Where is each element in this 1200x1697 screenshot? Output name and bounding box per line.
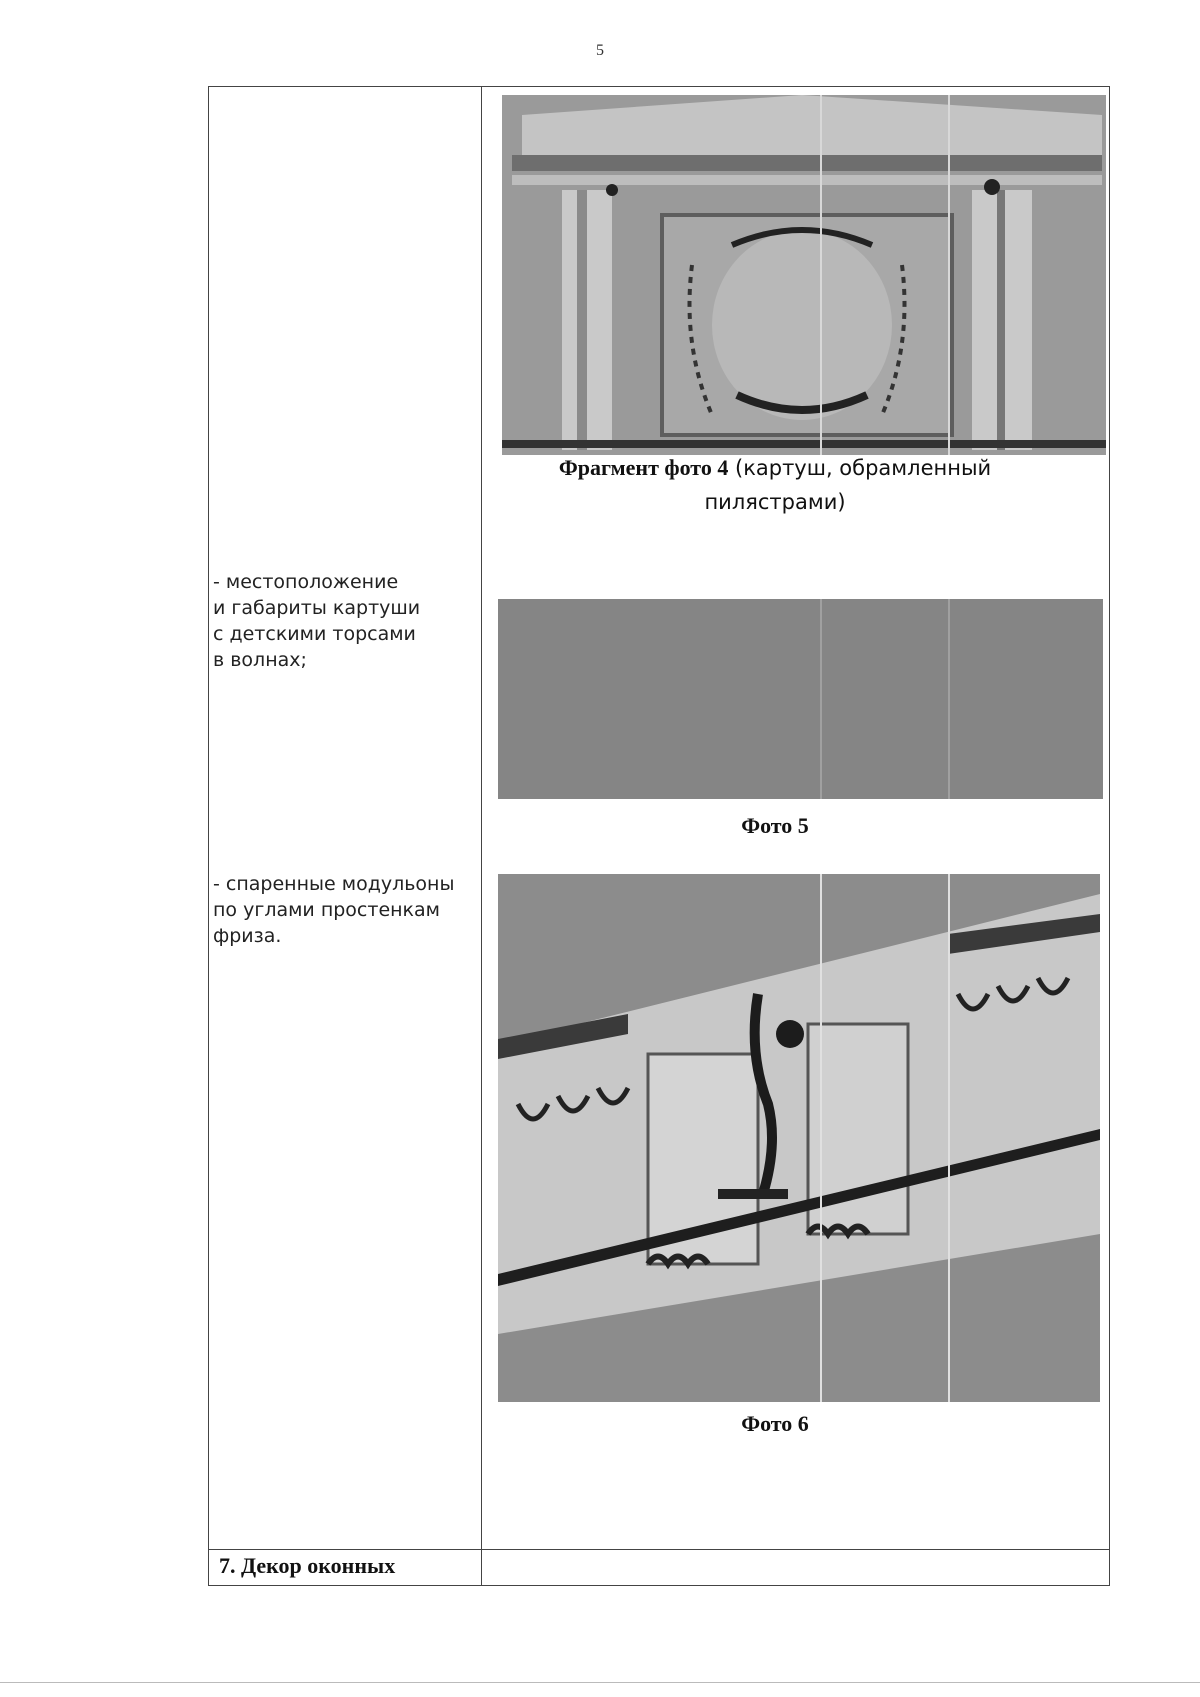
photo-5-caption-text: Фото 5	[741, 813, 809, 838]
photo-6	[498, 874, 1100, 1402]
cartouche-description: - местоположение и габариты картуши с детскими торсами в волнах;	[213, 571, 421, 671]
photo-5-caption	[495, 809, 1055, 843]
photo-5	[498, 599, 1103, 799]
photo-4-caption-bold: Фрагмент фото 4	[558, 455, 729, 480]
photo-4-caption-plain: (картуш, обрамленный пилястрами)	[704, 456, 992, 514]
section-7-heading: 7. Декор оконных	[219, 1553, 396, 1578]
photo-6-caption-text: Фото 6	[741, 1411, 809, 1436]
modillions-description: - спаренные модульоны по углами простенкам фриза.	[213, 873, 455, 947]
page-number: 5	[596, 42, 604, 59]
photo-6-caption	[495, 1407, 1055, 1441]
column-divider	[481, 87, 482, 1585]
row-divider	[209, 1549, 1109, 1550]
photo-4-caption	[495, 451, 1055, 519]
bottom-rule	[0, 1682, 1200, 1683]
document-table	[208, 86, 1110, 1586]
photo-4-fragment	[502, 95, 1106, 455]
